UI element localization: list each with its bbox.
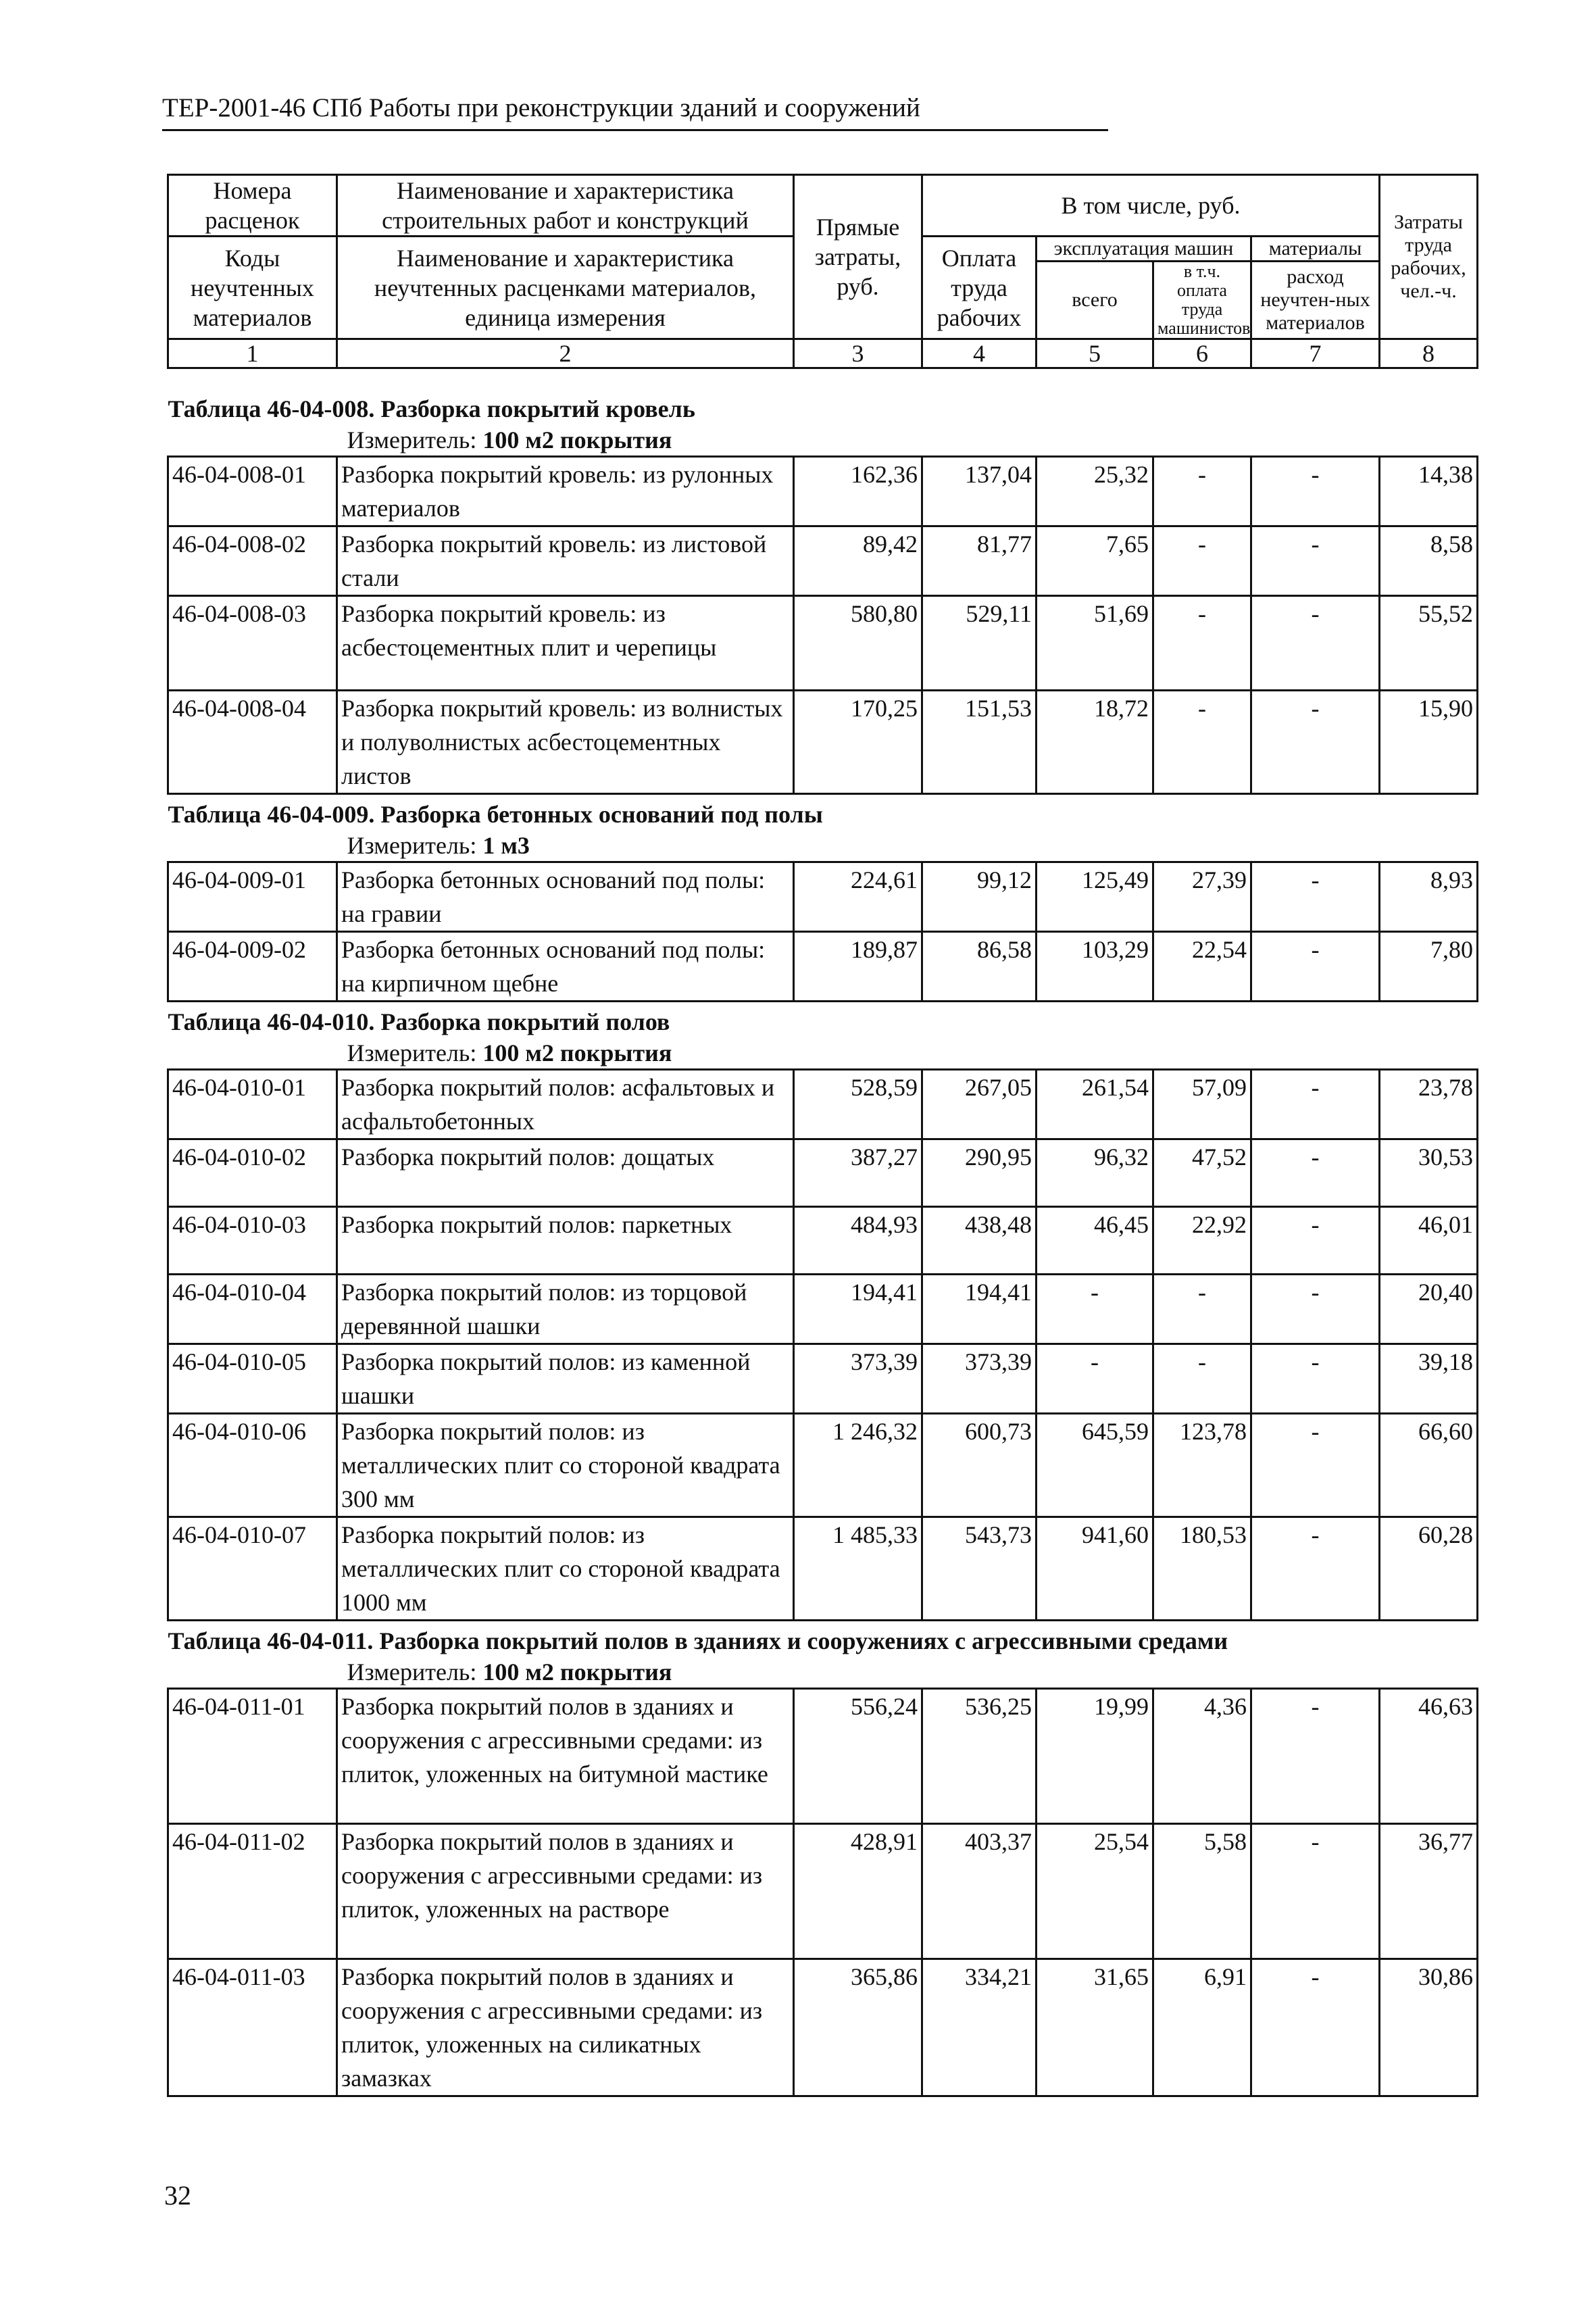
direct-cost: 373,39: [794, 1344, 922, 1414]
materials-cost: -: [1251, 1414, 1380, 1517]
labor-hours: 55,52: [1380, 596, 1478, 691]
column-number: 6: [1153, 339, 1251, 368]
labor-cost: 529,11: [922, 596, 1037, 691]
labor-hours: 20,40: [1380, 1275, 1478, 1344]
section-unit-row: [168, 1037, 1478, 1070]
table-row: [168, 1139, 1478, 1207]
direct-cost: 89,42: [794, 526, 922, 596]
section-title: Таблица 46-04-008. Разборка покрытий кровель: [168, 395, 695, 422]
rate-code: 46-04-009-02: [168, 932, 337, 1002]
direct-cost: 189,87: [794, 932, 922, 1002]
work-description: Разборка покрытий полов в зданиях и сооружения с агрессивными средами: из плиток, уложенных на силикатных замазках: [337, 1959, 794, 2096]
labor-cost: 194,41: [922, 1275, 1037, 1344]
operator-cost: 180,53: [1153, 1517, 1251, 1621]
column-number: 2: [337, 339, 794, 368]
table-row: [168, 1344, 1478, 1414]
direct-cost: 428,91: [794, 1824, 922, 1959]
machine-cost: 645,59: [1037, 1414, 1153, 1517]
materials-cost: -: [1251, 1517, 1380, 1621]
direct-cost: 170,25: [794, 691, 922, 794]
machine-cost: 941,60: [1037, 1517, 1153, 1621]
machine-cost: 103,29: [1037, 932, 1153, 1002]
machine-cost: -: [1037, 1344, 1153, 1414]
table-row: [168, 1070, 1478, 1139]
unit-label: Измеритель:: [347, 426, 477, 453]
labor-cost: 290,95: [922, 1139, 1037, 1207]
section-unit-row: [168, 830, 1478, 862]
operator-cost: -: [1153, 526, 1251, 596]
labor-hours: 30,86: [1380, 1959, 1478, 2096]
section-title-row: [168, 389, 1478, 424]
header-col5: всего: [1037, 262, 1153, 339]
machine-cost: 25,32: [1037, 457, 1153, 526]
materials-cost: -: [1251, 1275, 1380, 1344]
table-row: [168, 1517, 1478, 1621]
machine-cost: 19,99: [1037, 1689, 1153, 1824]
rate-code: 46-04-008-03: [168, 596, 337, 691]
labor-hours: 36,77: [1380, 1824, 1478, 1959]
direct-cost: 224,61: [794, 862, 922, 932]
labor-cost: 373,39: [922, 1344, 1037, 1414]
labor-hours: 7,80: [1380, 932, 1478, 1002]
machine-cost: 51,69: [1037, 596, 1153, 691]
rate-code: 46-04-011-02: [168, 1824, 337, 1959]
header-col6: в т.ч. оплата труда машинистов: [1153, 262, 1251, 339]
labor-hours: 14,38: [1380, 457, 1478, 526]
work-description: Разборка покрытий полов в зданиях и сооружения с агрессивными средами: из плиток, уложенных на растворе: [337, 1824, 794, 1959]
header-materials: материалы: [1251, 237, 1380, 262]
direct-cost: 387,27: [794, 1139, 922, 1207]
materials-cost: -: [1251, 1344, 1380, 1414]
direct-cost: 556,24: [794, 1689, 922, 1824]
labor-cost: 99,12: [922, 862, 1037, 932]
operator-cost: 47,52: [1153, 1139, 1251, 1207]
rate-code: 46-04-010-05: [168, 1344, 337, 1414]
column-number: 1: [168, 339, 337, 368]
operator-cost: -: [1153, 457, 1251, 526]
column-number: 8: [1380, 339, 1478, 368]
work-description: Разборка бетонных оснований под полы: на кирпичном щебне: [337, 932, 794, 1002]
section-title: Таблица 46-04-010. Разборка покрытий полов: [168, 1008, 670, 1035]
work-description: Разборка покрытий кровель: из волнистых и полуволнистых асбестоцементных листов: [337, 691, 794, 794]
materials-cost: -: [1251, 1959, 1380, 2096]
materials-cost: -: [1251, 526, 1380, 596]
machine-cost: 7,65: [1037, 526, 1153, 596]
header-col1-top: Номера расценок: [168, 175, 337, 237]
header-in-total: В том числе, руб.: [922, 175, 1380, 237]
materials-cost: -: [1251, 596, 1380, 691]
table-row: [168, 1824, 1478, 1959]
work-description: Разборка покрытий полов: асфальтовых и асфальтобетонных: [337, 1070, 794, 1139]
section-title-row: [168, 1621, 1478, 1657]
labor-hours: 66,60: [1380, 1414, 1478, 1517]
header-col8: Затраты труда рабочих, чел.-ч.: [1380, 175, 1478, 339]
direct-cost: 1 246,32: [794, 1414, 922, 1517]
table-row: [168, 691, 1478, 794]
rate-code: 46-04-011-01: [168, 1689, 337, 1824]
materials-cost: -: [1251, 1139, 1380, 1207]
operator-cost: -: [1153, 596, 1251, 691]
labor-cost: 81,77: [922, 526, 1037, 596]
unit-label: Измеритель:: [347, 1658, 477, 1685]
operator-cost: 6,91: [1153, 1959, 1251, 2096]
rate-code: 46-04-010-02: [168, 1139, 337, 1207]
labor-cost: 403,37: [922, 1824, 1037, 1959]
work-description: Разборка покрытий полов в зданиях и сооружения с агрессивными средами: из плиток, уложенных на битумной мастике: [337, 1689, 794, 1824]
materials-cost: -: [1251, 1070, 1380, 1139]
section-title-row: [168, 794, 1478, 831]
table-row: [168, 526, 1478, 596]
operator-cost: -: [1153, 1275, 1251, 1344]
work-description: Разборка покрытий полов: из каменной шашки: [337, 1344, 794, 1414]
direct-cost: 365,86: [794, 1959, 922, 2096]
labor-hours: 39,18: [1380, 1344, 1478, 1414]
labor-hours: 60,28: [1380, 1517, 1478, 1621]
section-unit-row: [168, 424, 1478, 457]
unit-value: 1 м3: [482, 832, 530, 859]
labor-hours: 15,90: [1380, 691, 1478, 794]
table-row: [168, 596, 1478, 691]
machine-cost: 261,54: [1037, 1070, 1153, 1139]
labor-cost: 137,04: [922, 457, 1037, 526]
machine-cost: -: [1037, 1275, 1153, 1344]
column-number-row: [168, 339, 1478, 368]
work-description: Разборка покрытий полов: дощатых: [337, 1139, 794, 1207]
operator-cost: 22,92: [1153, 1207, 1251, 1275]
running-head: ТЕР-2001-46 СПб Работы при реконструкции зданий и сооружений: [162, 91, 1108, 131]
work-description: Разборка покрытий кровель: из рулонных материалов: [337, 457, 794, 526]
operator-cost: -: [1153, 691, 1251, 794]
rate-code: 46-04-011-03: [168, 1959, 337, 2096]
labor-cost: 600,73: [922, 1414, 1037, 1517]
rate-code: 46-04-010-06: [168, 1414, 337, 1517]
direct-cost: 580,80: [794, 596, 922, 691]
rate-code: 46-04-008-02: [168, 526, 337, 596]
table-row: [168, 862, 1478, 932]
operator-cost: 22,54: [1153, 932, 1251, 1002]
work-description: Разборка покрытий кровель: из листовой стали: [337, 526, 794, 596]
header-col7: расход неучтен-ных материалов: [1251, 262, 1380, 339]
labor-cost: 543,73: [922, 1517, 1037, 1621]
labor-hours: 46,01: [1380, 1207, 1478, 1275]
materials-cost: -: [1251, 457, 1380, 526]
labor-hours: 23,78: [1380, 1070, 1478, 1139]
materials-cost: -: [1251, 1689, 1380, 1824]
labor-hours: 8,93: [1380, 862, 1478, 932]
materials-cost: -: [1251, 691, 1380, 794]
header-col2-bottom: Наименование и характеристика неучтенных расценками материалов, единица измерения: [337, 237, 794, 339]
section-title-row: [168, 1002, 1478, 1038]
header-col2-top: Наименование и характеристика строительных работ и конструкций: [337, 175, 794, 237]
labor-cost: 438,48: [922, 1207, 1037, 1275]
labor-cost: 334,21: [922, 1959, 1037, 2096]
materials-cost: -: [1251, 932, 1380, 1002]
table-row: [168, 1207, 1478, 1275]
unit-label: Измеритель:: [347, 1039, 477, 1066]
work-description: Разборка покрытий полов: из металлических плит со стороной квадрата 300 мм: [337, 1414, 794, 1517]
operator-cost: 27,39: [1153, 862, 1251, 932]
column-number: 3: [794, 339, 922, 368]
labor-cost: 86,58: [922, 932, 1037, 1002]
work-description: Разборка покрытий полов: из торцовой деревянной шашки: [337, 1275, 794, 1344]
rate-code: 46-04-010-07: [168, 1517, 337, 1621]
machine-cost: 125,49: [1037, 862, 1153, 932]
page-number: 32: [164, 2180, 191, 2211]
labor-hours: 46,63: [1380, 1689, 1478, 1824]
estimate-table: [167, 174, 1478, 2097]
section-title: Таблица 46-04-011. Разборка покрытий полов в зданиях и сооружениях с агрессивными средами: [168, 1627, 1228, 1654]
labor-hours: 8,58: [1380, 526, 1478, 596]
operator-cost: 123,78: [1153, 1414, 1251, 1517]
rate-code: 46-04-009-01: [168, 862, 337, 932]
rate-code: 46-04-010-03: [168, 1207, 337, 1275]
rate-code: 46-04-008-04: [168, 691, 337, 794]
unit-value: 100 м2 покрытия: [482, 1658, 672, 1685]
labor-cost: 536,25: [922, 1689, 1037, 1824]
operator-cost: 5,58: [1153, 1824, 1251, 1959]
direct-cost: 194,41: [794, 1275, 922, 1344]
direct-cost: 1 485,33: [794, 1517, 922, 1621]
direct-cost: 528,59: [794, 1070, 922, 1139]
column-number: 7: [1251, 339, 1380, 368]
operator-cost: 4,36: [1153, 1689, 1251, 1824]
labor-hours: 30,53: [1380, 1139, 1478, 1207]
table-row: [168, 932, 1478, 1002]
unit-value: 100 м2 покрытия: [482, 426, 672, 453]
table-row: [168, 1414, 1478, 1517]
table-row: [168, 1275, 1478, 1344]
table-row: [168, 1689, 1478, 1824]
unit-label: Измеритель:: [347, 832, 477, 859]
labor-cost: 267,05: [922, 1070, 1037, 1139]
work-description: Разборка покрытий кровель: из асбестоцементных плит и черепицы: [337, 596, 794, 691]
rate-code: 46-04-008-01: [168, 457, 337, 526]
materials-cost: -: [1251, 1207, 1380, 1275]
machine-cost: 46,45: [1037, 1207, 1153, 1275]
materials-cost: -: [1251, 1824, 1380, 1959]
column-number: 5: [1037, 339, 1153, 368]
direct-cost: 162,36: [794, 457, 922, 526]
machine-cost: 18,72: [1037, 691, 1153, 794]
table-row: [168, 457, 1478, 526]
rate-code: 46-04-010-04: [168, 1275, 337, 1344]
work-description: Разборка бетонных оснований под полы: на гравии: [337, 862, 794, 932]
work-description: Разборка покрытий полов: из металлических плит со стороной квадрата 1000 мм: [337, 1517, 794, 1621]
header-col3: Прямые затраты, руб.: [794, 175, 922, 339]
column-number: 4: [922, 339, 1037, 368]
unit-value: 100 м2 покрытия: [482, 1039, 672, 1066]
machine-cost: 31,65: [1037, 1959, 1153, 2096]
materials-cost: -: [1251, 862, 1380, 932]
operator-cost: 57,09: [1153, 1070, 1251, 1139]
work-description: Разборка покрытий полов: паркетных: [337, 1207, 794, 1275]
direct-cost: 484,93: [794, 1207, 922, 1275]
table-row: [168, 1959, 1478, 2096]
machine-cost: 96,32: [1037, 1139, 1153, 1207]
header-row-1: [168, 175, 1478, 237]
header-col4: Оплата труда рабочих: [922, 237, 1037, 339]
machine-cost: 25,54: [1037, 1824, 1153, 1959]
section-title: Таблица 46-04-009. Разборка бетонных оснований под полы: [168, 801, 823, 828]
header-col1-bottom: Коды неучтенных материалов: [168, 237, 337, 339]
operator-cost: -: [1153, 1344, 1251, 1414]
header-machines: эксплуатация машин: [1037, 237, 1251, 262]
rate-code: 46-04-010-01: [168, 1070, 337, 1139]
labor-cost: 151,53: [922, 691, 1037, 794]
section-unit-row: [168, 1656, 1478, 1689]
